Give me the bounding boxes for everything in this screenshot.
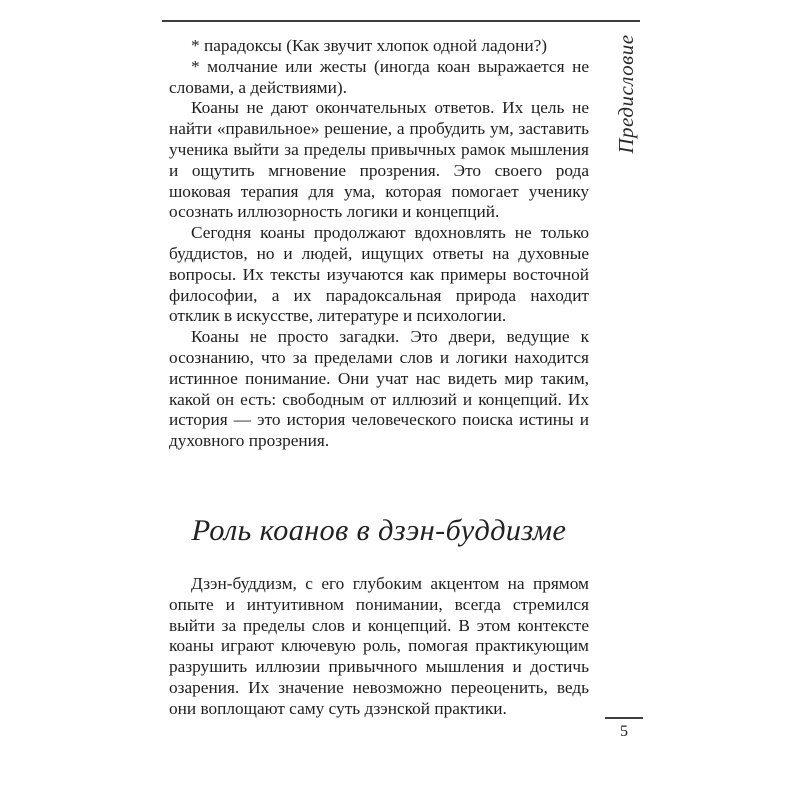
section-heading: Роль коанов в дзэн-буддизме: [191, 513, 567, 547]
bullet-paragraph: * парадоксы (Как звучит хлопок одной ладони?): [191, 36, 548, 55]
paragraph: Коаны не дают окончательных ответов. Их цель не найти «правильное» решение, а пробудить ум, заставить ученика выйти за пределы привычных рамок мышления и ощутить мгновение прозрения. Это своего рода шоковая терапия для ума, которая помогает ученику осознать иллюзорность логики и концепций.: [169, 98, 589, 222]
page-number-rule: [605, 717, 643, 719]
paragraph: Дзэн-буддизм, с его глубоким акцентом на прямом опыте и интуитивном понимании, всегда стремился выйти за пределы слов и концепций. В этом контексте коаны играют ключевую роль, помогая практикующим разрушить иллюзии привычного мышления и достичь озарения. Их значение невозможно переоценить, ведь они воплощают саму суть дзэнской практики.: [169, 573, 589, 718]
header-rule: [162, 20, 640, 22]
chapter-label-vertical: Предисловие: [614, 34, 638, 154]
paragraph: Сегодня коаны продолжают вдохновлять не только буддистов, но и людей, ищущих ответы на духовные вопросы. Их тексты изучаются как примеры восточной философии, а их парадоксальная природа находит отклик в искусстве, литературе и психологии.: [169, 223, 589, 326]
paragraph: Коаны не просто загадки. Это двери, ведущие к осознанию, что за пределами слов и логики находится истинное понимание. Они учат нас видеть мир таким, какой он есть: свободным от иллюзий и концепций. Их история — это история человеческого поиска истины и духовного прозрения.: [169, 327, 589, 451]
page-footer: [602, 717, 646, 740]
page-number: 5: [620, 723, 628, 740]
bullet-paragraph: * молчание или жесты (иногда коан выражается не словами, а действиями).: [169, 56, 589, 97]
body-text: [169, 36, 589, 720]
